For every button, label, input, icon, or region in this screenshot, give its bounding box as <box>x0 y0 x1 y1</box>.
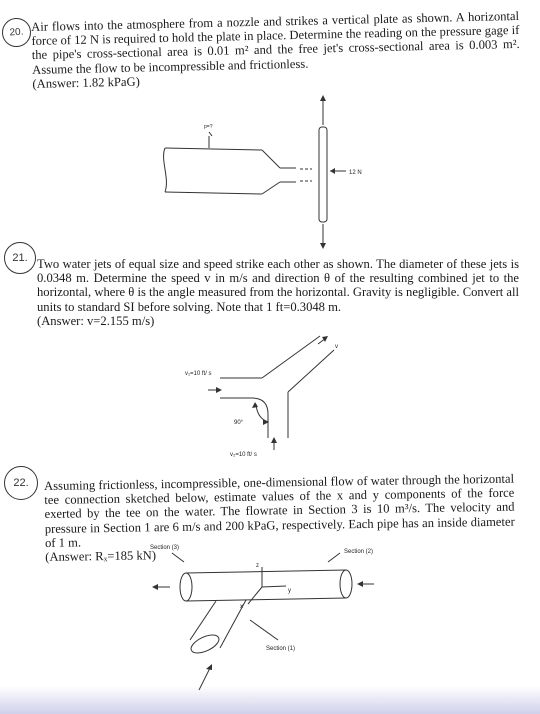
problem-answer: (Answer: 1.82 kPaG) <box>32 74 140 91</box>
force-label: 12 N <box>349 170 362 176</box>
problem-number: 22. <box>13 477 29 489</box>
problem-number: 21. <box>12 252 28 264</box>
angle-label: 90° <box>234 420 244 426</box>
x-axis-label: x <box>240 604 243 610</box>
scan-edge-shadow <box>0 686 540 714</box>
problem-answer: (Answer: Rₓ=185 kN) <box>45 548 157 565</box>
problem-number: 20. <box>9 26 24 39</box>
problem-text: Assuming frictionless, incompressible, one-dimensional flow of water through the horizontal tee connection sketched below, estimate values of the x and y components of the force exerted by the tee on the water. The flowrate in Section 3 is 10 m³/s. The velocity and pressure in Section 1 are 6 m/s and 200 kPaG, respectively. Each pipe has an inside diameter of 1 m. <box>44 471 515 550</box>
z-axis-label: z <box>256 563 259 569</box>
section3-label: Section (3) <box>150 545 180 551</box>
problem-text: Air flows into the atmosphere from a nozzle and strikes a vertical plate as shown. A horizontal force of 12 N is required to hold the plate in place. Determine the reading on the pressure gage if the pipe's cross-sectional area is 0.01 m² and the free jet's cross-sectional area is 0.003 m². Assume the flow to be incompressible and frictionless. <box>31 8 520 77</box>
y-axis-label: y <box>288 588 291 594</box>
problem-text: Two water jets of equal size and speed strike each other as shown. The diameter of these jets is 0.0348 m. Determine the speed v in m/s and direction θ of the resulting combined jet to the horizontal, where θ is the angle measured from the horizontal. Gravity is negligible. Convert all units to standard SI before solving. Note that 1 ft=0.3048 m. <box>37 257 520 314</box>
v1-label: v₁=10 ft/ s <box>185 371 212 377</box>
v2-label: v₂=10 ft/ s <box>230 452 257 458</box>
v-label: v <box>335 344 338 350</box>
gage-label: p=? <box>204 124 213 130</box>
problem-answer: (Answer: v=2.155 m/s) <box>37 313 155 328</box>
section1-label: Section (1) <box>266 646 296 652</box>
section2-label: Section (2) <box>344 549 374 555</box>
